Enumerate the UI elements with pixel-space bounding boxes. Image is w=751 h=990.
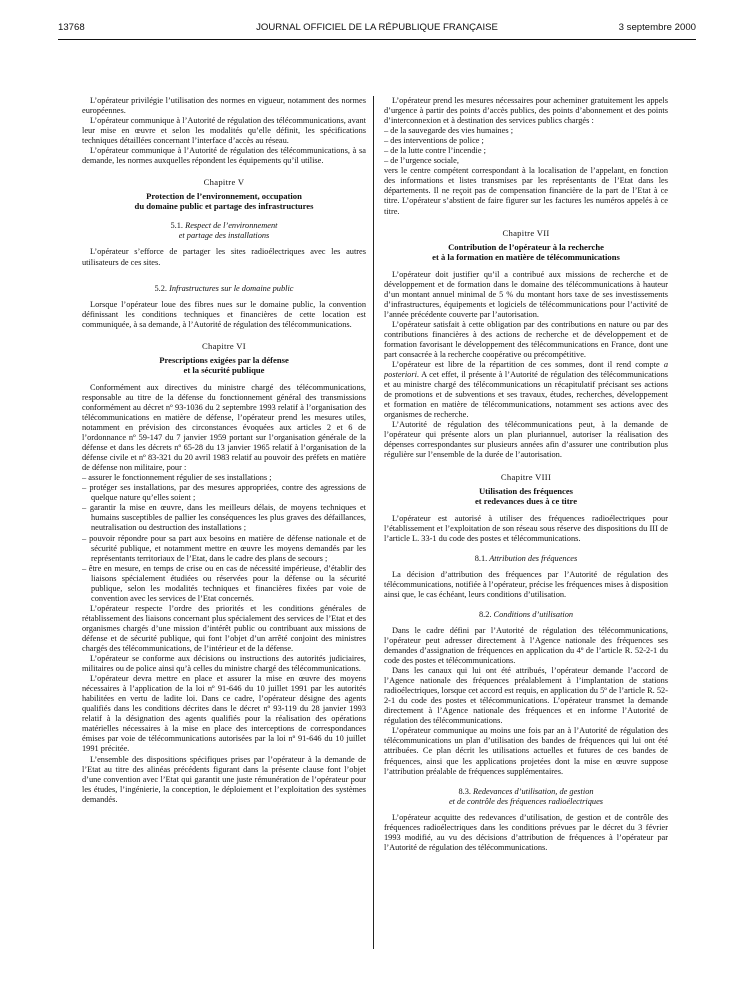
list-item: – de la lutte contre l’incendie ; <box>384 146 668 156</box>
chapter-6-title-line-2: et la sécurité publique <box>183 364 265 375</box>
paragraph-sites: L’opérateur s’efforce de partager les sites radioélectriques avec les autres utilisateurs de ces sites. <box>82 247 366 267</box>
paragraph-directives: Conformément aux directives du ministre chargé des télécommunications, responsable au titre de la défense du fonctionnement général des transmissions conformément au décret nº 93-1036 du 2 septembre 1993 relatif à l’organisation des télécommunications en matière de défense, l’opérateur prend les mesures utiles, notamment en prévision des circonstances évoquées aux articles 2 et 6 de l’ordonnance nº 59-147 du 7 janvier 1959 portant sur l’organisation générale de la défense et dans les décrets nº 65-28 du 13 janvier 1965 relatif à l’organisation de la défense civile et nº 83-321 du 20 avril 1983 relatif au pouvoir des préfets en matière de défense non militaire, pour : <box>82 382 366 473</box>
section-5-2-heading <box>82 284 366 294</box>
a-posteriori-term: a posteriori <box>384 360 668 380</box>
emergency-services-list <box>384 126 668 166</box>
chapter-7-title-line-1: Contribution de l’opérateur à la recherche <box>448 241 604 252</box>
paragraph-priorites: L’opérateur respecte l’ordre des priorités et les conditions générales de rétablissement des liaisons concernant plus spécialement des services de l’Etat et des organismes chargés d’une mission d’intérêt public ou contribuant aux missions de défense et de sécurité publique, qui font l’objet d’un arrêté conjoint des ministres chargés des télécommunications, de l’intérieur et de la défense. <box>82 603 366 654</box>
list-item: – garantir la mise en œuvre, dans les meilleurs délais, de moyens techniques et humains susceptibles de pallier les conséquences les plus graves des défaillances, neutralisation ou destruction des installations ; <box>82 503 366 533</box>
list-item: – assurer le fonctionnement régulier de ses installations ; <box>82 473 366 483</box>
paragraph-cadre: Dans le cadre défini par l’Autorité de régulation des télécommunications, l’opérateur peut adresser directement à l’Agence nationale des fréquences ses demandes d’assignation de fréquences en application du 4º de l’article R. 52-2-1 du code des postes et télécommunications. <box>384 625 668 666</box>
section-5-1-number: 5.1. <box>170 221 184 231</box>
section-8-1-heading <box>384 554 668 564</box>
section-5-2-number: 5.2. <box>154 283 168 293</box>
chapter-8-title-line-2: et redevances dues à ce titre <box>474 495 578 506</box>
list-item: – pouvoir répondre pour sa part aux besoins en matière de défense nationale et de sécurité publique, et notamment mettre en œuvre les moyens demandés par les représentants territoriaux de l’Etat, dans le cadre des plans de secours ; <box>82 534 366 564</box>
paragraph-libre <box>384 360 668 420</box>
paragraph-redevances: L’opérateur acquitte des redevances d’utilisation, de gestion et de contrôle des fréquences radioélectriques dans les conditions prévues par le décret du 3 février 1993 modifié, au vu des décisions d’attribution de fréquences à l’opérateur par l’Autorité de régulation des télécommunications. <box>384 812 668 852</box>
chapter-6-title-line-1: Prescriptions exigées par la défense <box>159 354 289 365</box>
chapter-5-title <box>82 191 366 211</box>
chapter-7-label: Chapitre VII <box>502 227 550 238</box>
list-item: – de la sauvegarde des vies humaines ; <box>384 126 668 136</box>
paragraph-justifier: L’opérateur doit justifier qu’il a contribué aux missions de recherche et de développement et de formation dans le domaine des télécommunications à hauteur d’un montant annuel minimal de 5 % du montant hors taxe de ses investissements d’infrastructures, équipements et logiciels de télécommunications pour l’activité de l’année précédente couverte par l’autorisation. <box>384 269 668 319</box>
paragraph-autorise: L’opérateur est autorisé à utiliser des fréquences radioélectriques pour l’établissement et l’exploitation de son réseau sous réserve des dispositions du III de l’article L. 33-1 du code des postes et télécommunications. <box>384 513 668 543</box>
paragraph-fibres: Lorsque l’opérateur loue des fibres nues sur le domaine public, la convention définissant les conditions techniques et financières de cette location est communiquée, à sa demande, à l’Autorité de régulation des télécommunications. <box>82 299 366 329</box>
section-8-3-title-line-1: Redevances d’utilisation, de gestion <box>473 786 594 796</box>
paragraph-libre-end: . A cet effet, il présente à l’Autorité de régulation des télécommunications et au ministre chargé des télécommunications un récapitulatif précisant ses actions de promotions et de subventions et ses travaux, études, recherches, développement et formation en matière de télécommunications, notamment ses actions avec des organismes de recherche. <box>384 370 668 420</box>
journal-title: JOURNAL OFFICIEL DE LA RÉPUBLIQUE FRANÇAISE <box>256 22 498 33</box>
page-header <box>58 22 696 36</box>
section-8-2-number: 8.2. <box>478 609 492 619</box>
page-number: 13768 <box>58 22 85 33</box>
section-5-2-title: Infrastructures sur le domaine public <box>169 283 294 293</box>
defense-bullet-list <box>82 473 366 604</box>
section-5-1-title-line-1: Respect de l’environnement <box>185 221 278 231</box>
paragraph-conforme: L’opérateur se conforme aux décisions ou instructions des autorités judiciaires, militaires ou de police ainsi qu’à celles du ministre chargé des télécommunications. <box>82 654 366 674</box>
paragraph-canaux: Dans les canaux qui lui ont été attribués, l’opérateur demande l’accord de l’Agence nationale des fréquences préalablement à l’implantation de stations radioélectriques, lorsque cet accord est requis, en application du 5º de l’article R. 52-2-1 du code des postes et télécommunications. L’opérateur transmet la demande directement à l’Agence nationale des fréquences et en informe l’Autorité de régulation des télécommunications. <box>384 666 668 726</box>
paragraph-vers: vers le centre compétent correspondant à la localisation de l’appelant, en fonction des informations et listes transmises par les représentants de l’Etat dans les départements. Il ne reçoit pas de compensation financière de la part de l’Etat à ce titre. L’opérateur s’abstient de faire figurer sur les factures les numéros appelés à ce titre. <box>384 166 668 216</box>
paragraph-ensemble: L’ensemble des dispositions spécifiques prises par l’opérateur à la demande de l’Etat au titre des alinéas précédents figurant dans la présente clause font l’objet d’une convention avec l’Etat qui garantit une juste rémunération de l’opérateur pour les études, l’ingénierie, la conception, le déploiement et l’exploitation des systèmes demandés. <box>82 754 366 804</box>
list-item: – être en mesure, en temps de crise ou en cas de nécessité impérieuse, d’établir des liaisons spécialement étudiées ou réservées pour la défense ou la sécurité publique, selon les modalités techniques et financières fixées par voie de convention avec les services de l’Etat concernés. <box>82 564 366 604</box>
section-8-1-number: 8.1. <box>474 553 488 563</box>
column-divider <box>373 96 374 949</box>
chapter-5-title-line-1: Protection de l’environnement, occupation <box>146 191 302 202</box>
chapter-6-label: Chapitre VI <box>202 340 246 351</box>
paragraph-normes: L’opérateur privilégie l’utilisation des normes en vigueur, notamment des normes européennes. <box>82 96 366 116</box>
issue-date: 3 septembre 2000 <box>618 22 696 33</box>
chapter-8-title <box>384 486 668 506</box>
section-5-1-heading <box>82 221 366 241</box>
left-column <box>82 96 366 948</box>
paragraph-communique: L’opérateur communique à l’Autorité de régulation des télécommunications, avant leur mise en œuvre et selon les modalités qu’elle définit, les spécifications techniques détaillées concernant l’interface d’accès au réseau. <box>82 116 366 146</box>
paragraph-autorite: L’Autorité de régulation des télécommunications peut, à la demande de l’opérateur qui présente alors un plan pluriannuel, autoriser la réalisation des dépenses correspondantes sur plusieurs années afin d’assurer une contribution plus régulière sur l’ensemble de la durée de l’autorisation. <box>384 420 668 460</box>
header-rule <box>58 39 696 40</box>
section-5-1-title-line-2: et partage des installations <box>178 231 270 241</box>
chapter-6-title <box>82 355 366 375</box>
section-8-3-number: 8.3. <box>458 786 471 796</box>
section-8-2-heading <box>384 610 668 620</box>
chapter-7-title <box>384 242 668 262</box>
section-8-3-title-line-2: et de contrôle des fréquences radioélectriques <box>448 796 604 806</box>
paragraph-satisfait: L’opérateur satisfait à cette obligation par des contributions en nature ou par des contributions financières à des actions de recherche et de développement et de formation favorisant le développement des télécommunications en France, dont une part consacrée à la recherche coopérative ou précompétitive. <box>384 319 668 359</box>
paragraph-annee: L’opérateur communique au moins une fois par an à l’Autorité de régulation des télécommunications un plan d’utilisation des bandes de fréquences qui lui ont été attribuées. Ce plan décrit les utilisations actuelles et futures de ces bandes de fréquences, ainsi que les applications projetées dont la mise en œuvre suppose l’attribution préalable de fréquences supplémentaires. <box>384 726 668 776</box>
list-item: – protéger ses installations, par des mesures appropriées, contre des agressions de quelque nature qu’elles soient ; <box>82 483 366 503</box>
chapter-5-label: Chapitre V <box>203 177 245 188</box>
paragraph-libre-start: L’opérateur est libre de la répartition de ces sommes, dont il rend compte <box>392 360 664 370</box>
chapter-8-label: Chapitre VIII <box>500 471 552 482</box>
paragraph-decision: La décision d’attribution des fréquences par l’Autorité de régulation des télécommunications, notifiée à l’opérateur, précise les fréquences mises à disposition ainsi que, le cas échéant, leurs conditions d’utilisation. <box>384 569 668 599</box>
list-item: – des interventions de police ; <box>384 136 668 146</box>
chapter-5-title-line-2: du domaine public et partage des infrastructures <box>134 201 314 212</box>
paragraph-urgence: L’opérateur prend les mesures nécessaires pour acheminer gratuitement les appels d’urgence à partir des points d’accès publics, des points d’abonnement et des points d’interconnexion et à destination des services publics chargés : <box>384 96 668 126</box>
paragraph-demande: L’opérateur communique à l’Autorité de régulation des télécommunications, à sa demande, les normes auxquelles répondent les équipements qu’il utilise. <box>82 146 366 166</box>
section-8-3-heading <box>384 787 668 807</box>
section-8-2-title: Conditions d’utilisation <box>493 609 574 619</box>
right-column <box>384 96 668 958</box>
chapter-7-title-line-2: et à la formation en matière de télécommunications <box>432 251 620 262</box>
list-item: – de l’urgence sociale, <box>384 156 668 166</box>
paragraph-moyens: L’opérateur devra mettre en place et assurer la mise en œuvre des moyens nécessaires à l’application de la loi nº 91-646 du 10 juillet 1991 par les autorités habilitées en vertu de ladite loi. Dans ce cadre, l’opérateur désigne des agents qualifiés dans les conditions décrites dans le décret nº 93-119 du 28 janvier 1993 relatif à la désignation des agents qualifiés pour la réalisation des opérations matérielles nécessaires à la mise en place des interceptions de correspondances émises par voie de télécommunications autorisées par la loi nº 91-646 du 10 juillet 1991 précitée. <box>82 674 366 754</box>
chapter-8-title-line-1: Utilisation des fréquences <box>478 485 574 496</box>
section-8-1-title: Attribution des fréquences <box>489 553 578 563</box>
